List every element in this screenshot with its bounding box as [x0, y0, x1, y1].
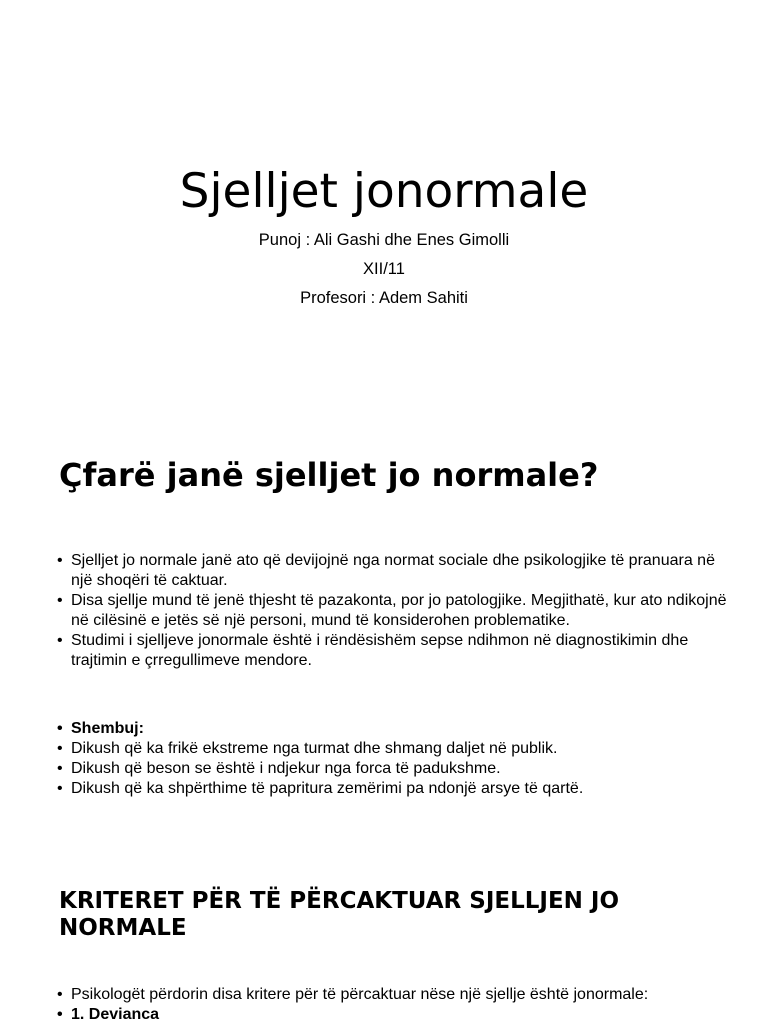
list-item: • Studimi i sjelljeve jonormale është i rëndësishëm sepse ndihmon në diagnostikimin dhe trajtimin e çrregullimeve mendore. [57, 631, 737, 671]
criteria-list [57, 985, 737, 1025]
title-slide [0, 0, 768, 420]
list-item: • Dikush që ka frikë ekstreme nga turmat dhe shmang daljet në publik. [57, 739, 737, 759]
slide-heading: Çfarë janë sjelljet jo normale? [59, 456, 599, 494]
class-line: XII/11 [363, 260, 405, 278]
definition-list [57, 551, 737, 671]
list-item: • Psikologët përdorin disa kritere për të përcaktuar nëse një sjellje është jonormale: [57, 985, 737, 1005]
examples-list [57, 719, 737, 799]
authors-line: Punoj : Ali Gashi dhe Enes Gimolli [258, 231, 510, 249]
list-item: • 1. Devianca [57, 1005, 737, 1025]
slide-heading: KRITERET PËR TË PËRCAKTUAR SJELLJEN JO NORMALE [59, 888, 620, 941]
teacher-line: Profesori : Adem Sahiti [300, 289, 468, 307]
presentation-title: Sjelljet jonormale [179, 164, 589, 219]
list-item: • Disa sjellje mund të jenë thjesht të pazakonta, por jo patologjike. Megjithatë, kur ato ndikojnë në cilësinë e jetës së një personi, mund të konsiderohen problematike. [57, 591, 737, 631]
examples-label: • Shembuj: [57, 719, 737, 739]
list-item: • Dikush që ka shpërthime të papritura zemërimi pa ndonjë arsye të qartë. [57, 779, 737, 799]
list-item: • Dikush që beson se është i ndjekur nga forca të padukshme. [57, 759, 737, 779]
list-item: • Sjelljet jo normale janë ato që devijojnë nga normat sociale dhe psikologjike të pranuara në një shoqëri të caktuar. [57, 551, 737, 591]
